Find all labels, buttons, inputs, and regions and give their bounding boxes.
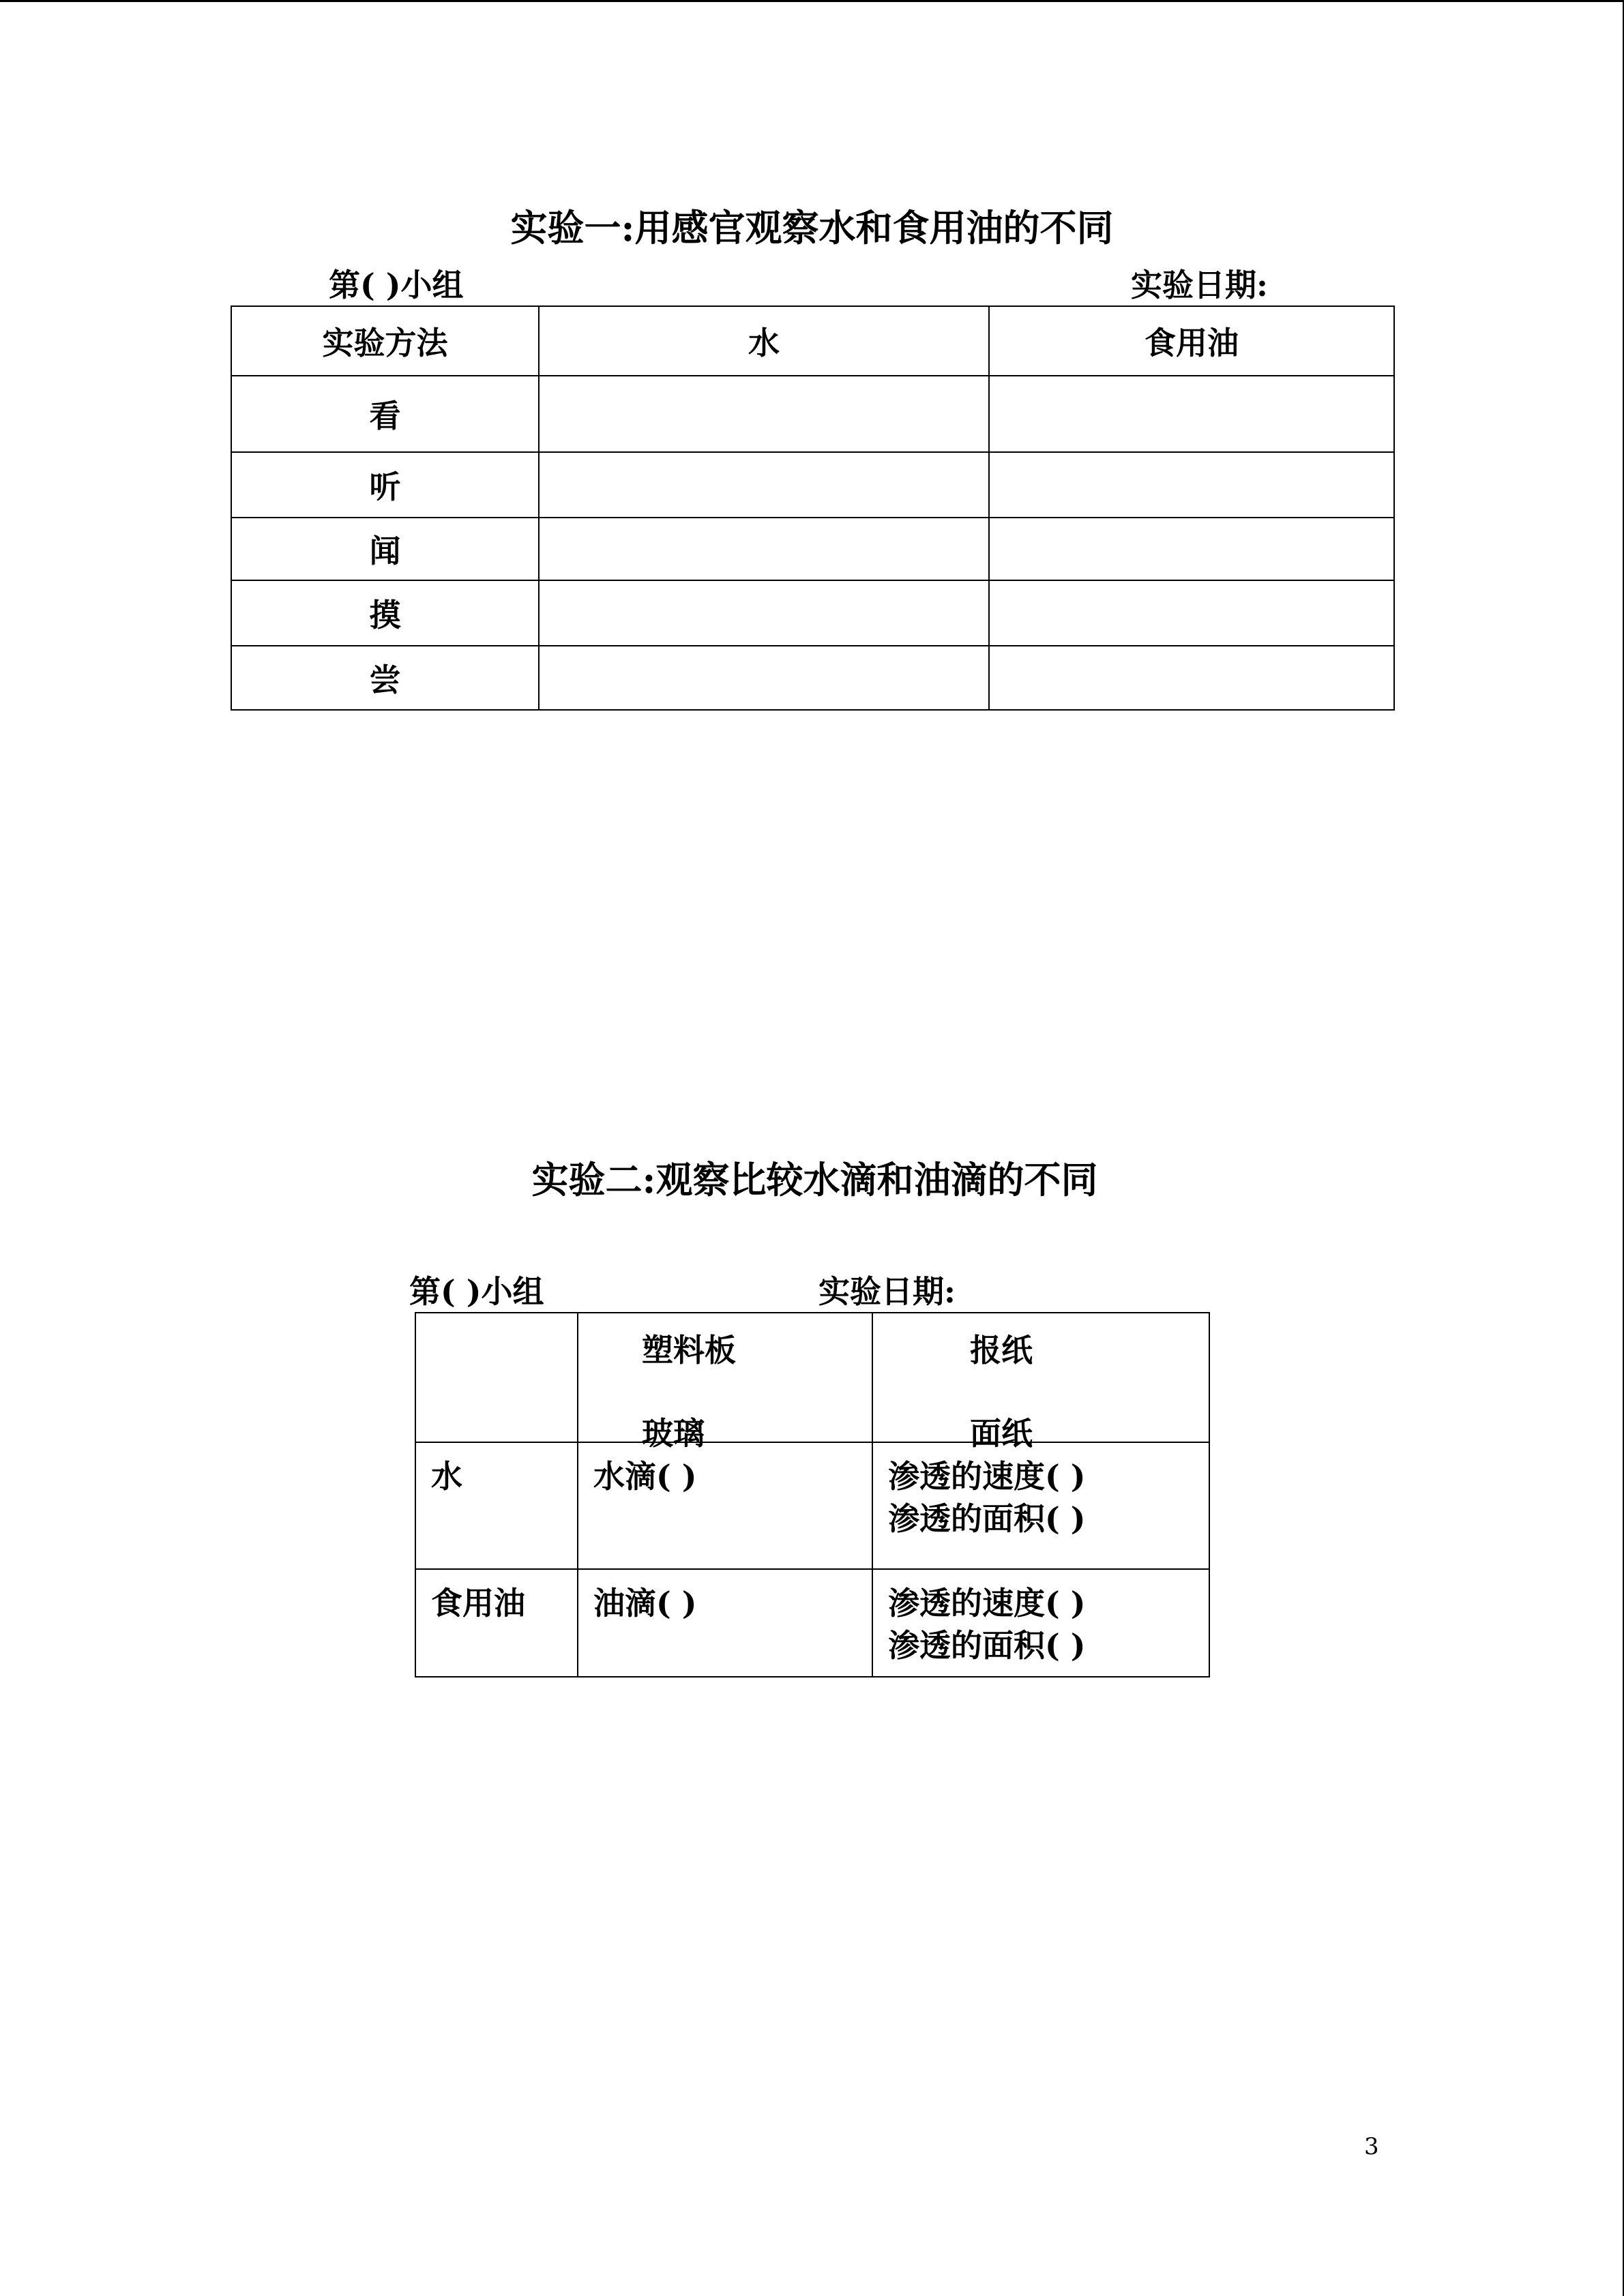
table-row <box>415 1569 1209 1677</box>
oil-observation-cell[interactable] <box>989 518 1394 580</box>
drop-label: 水滴( ) <box>593 1458 697 1495</box>
method-cell: 闻 <box>231 518 539 580</box>
drop-cell[interactable] <box>578 1442 872 1569</box>
oil-observation-cell[interactable] <box>989 376 1394 452</box>
experiment1-title: 实验一:用感官观察水和食用油的不同 <box>510 206 1114 250</box>
header-blank-cell <box>415 1313 578 1442</box>
penetration-lines <box>873 1443 1209 1540</box>
page-number: 3 <box>1364 2133 1379 2160</box>
table-header-row <box>415 1313 1209 1442</box>
method-cell: 尝 <box>231 646 539 710</box>
method-cell: 听 <box>231 452 539 518</box>
drop-label: 油滴( ) <box>593 1585 697 1622</box>
oil-observation-cell[interactable] <box>989 646 1394 710</box>
experiment2-date-label: 实验日期: <box>818 1273 956 1310</box>
table-row <box>231 452 1394 518</box>
row-label-cell <box>415 1569 578 1677</box>
experiment1-table <box>231 305 1395 711</box>
oil-observation-cell[interactable] <box>989 580 1394 646</box>
header-oil: 食用油 <box>989 306 1394 376</box>
water-observation-cell[interactable] <box>539 580 989 646</box>
table-header-row <box>231 306 1394 376</box>
header-newspaper: 报纸 <box>970 1332 1033 1369</box>
water-observation-cell[interactable] <box>539 518 989 580</box>
method-cell: 看 <box>231 376 539 452</box>
penetration-area: 渗透的面积( ) <box>888 1500 1086 1537</box>
penetration-speed: 渗透的速度( ) <box>888 1458 1086 1495</box>
experiment1-group-label: 第( )小组 <box>329 267 464 303</box>
table-row <box>231 376 1394 452</box>
drop-cell[interactable] <box>578 1569 872 1677</box>
table-row <box>231 518 1394 580</box>
oil-observation-cell[interactable] <box>989 452 1394 518</box>
experiment1-date-label: 实验日期: <box>1131 267 1268 303</box>
header-plastic-board: 塑料板 <box>642 1332 736 1369</box>
water-observation-cell[interactable] <box>539 646 989 710</box>
table-row <box>231 580 1394 646</box>
water-observation-cell[interactable] <box>539 376 989 452</box>
water-observation-cell[interactable] <box>539 452 989 518</box>
penetration-cell[interactable] <box>872 1442 1209 1569</box>
experiment2-group-label: 第( )小组 <box>409 1273 544 1310</box>
header-surface-plastic-glass <box>578 1313 872 1452</box>
row-label: 水 <box>431 1458 462 1495</box>
table-row <box>231 646 1394 710</box>
experiment2-table <box>415 1312 1210 1678</box>
row-label-cell <box>415 1442 578 1569</box>
experiment2-title: 实验二:观察比较水滴和油滴的不同 <box>531 1158 1098 1202</box>
penetration-area: 渗透的面积( ) <box>888 1627 1086 1664</box>
header-surface-paper <box>872 1313 1209 1452</box>
page-top-border <box>0 0 1624 2</box>
header-tissue: 面纸 <box>970 1415 1033 1452</box>
header-glass: 玻璃 <box>642 1415 705 1452</box>
header-water: 水 <box>539 306 989 376</box>
header-method: 实验方法 <box>231 306 539 376</box>
method-cell: 摸 <box>231 580 539 646</box>
table-row <box>415 1442 1209 1569</box>
row-label: 食用油 <box>431 1585 525 1622</box>
penetration-speed: 渗透的速度( ) <box>888 1585 1086 1622</box>
penetration-lines <box>873 1570 1209 1667</box>
penetration-cell[interactable] <box>872 1569 1209 1677</box>
